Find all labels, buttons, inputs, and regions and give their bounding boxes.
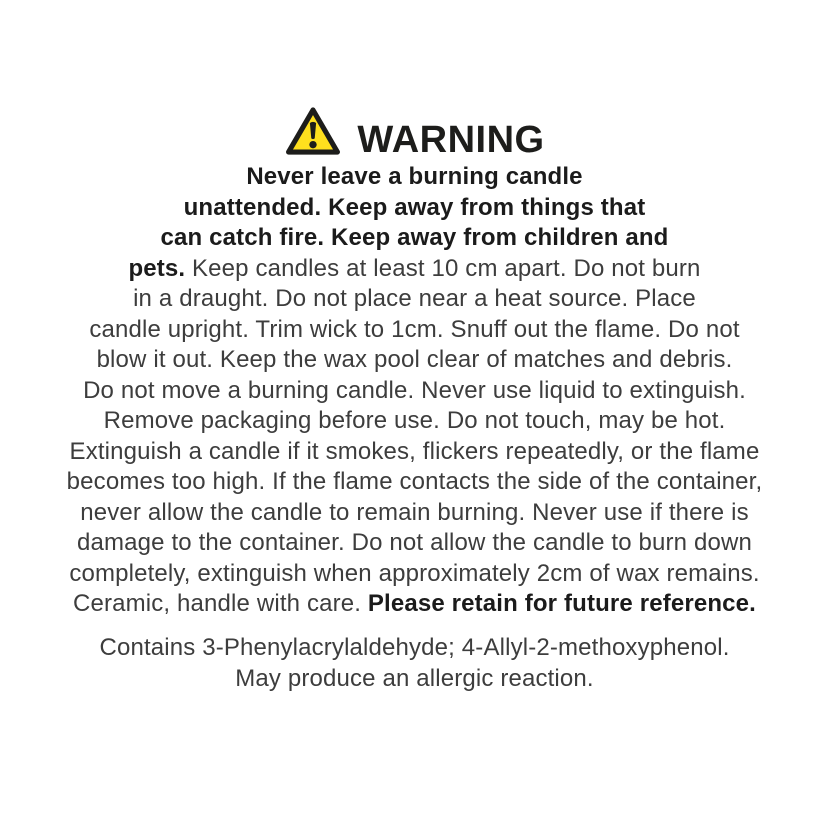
safety-line: in a draught. Do not place near a heat source. Place <box>133 285 696 312</box>
warning-heading: WARNING <box>357 119 545 161</box>
safety-line: becomes too high. If the flame contacts the side of the container, <box>66 468 763 495</box>
warning-heading-row <box>0 104 829 161</box>
safety-line: damage to the container. Do not allow the candle to burn down <box>77 529 752 556</box>
allergen-notice <box>0 632 829 694</box>
safety-line: can catch fire. Keep away from children and <box>160 224 669 251</box>
safety-line: Ceramic, handle with care. Please retain for future reference. <box>73 590 756 617</box>
safety-line: blow it out. Keep the wax pool clear of matches and debris. <box>96 346 733 373</box>
safety-line: Never leave a burning candle <box>246 163 583 190</box>
safety-instructions <box>0 162 829 620</box>
safety-line: completely, extinguish when approximately 2cm of wax remains. <box>69 559 760 587</box>
safety-line: Remove packaging before use. Do not touch, may be hot. <box>103 407 726 434</box>
safety-line: unattended. Keep away from things that <box>183 193 646 221</box>
warning-triangle-icon <box>284 106 342 156</box>
safety-line: Do not move a burning candle. Never use liquid to extinguish. <box>83 376 746 404</box>
safety-line: Extinguish a candle if it smokes, flickers repeatedly, or the flame <box>69 437 760 465</box>
exclamation-dot <box>310 141 317 148</box>
safety-line: never allow the candle to remain burning. Never use if there is <box>80 498 749 526</box>
safety-line: pets. Keep candles at least 10 cm apart. Do not burn <box>128 254 701 282</box>
allergen-line: Contains 3-Phenylacrylaldehyde; 4-Allyl-2-methoxyphenol. <box>99 633 730 661</box>
allergen-line: May produce an allergic reaction. <box>235 664 594 692</box>
safety-line: candle upright. Trim wick to 1cm. Snuff out the flame. Do not <box>89 315 740 343</box>
